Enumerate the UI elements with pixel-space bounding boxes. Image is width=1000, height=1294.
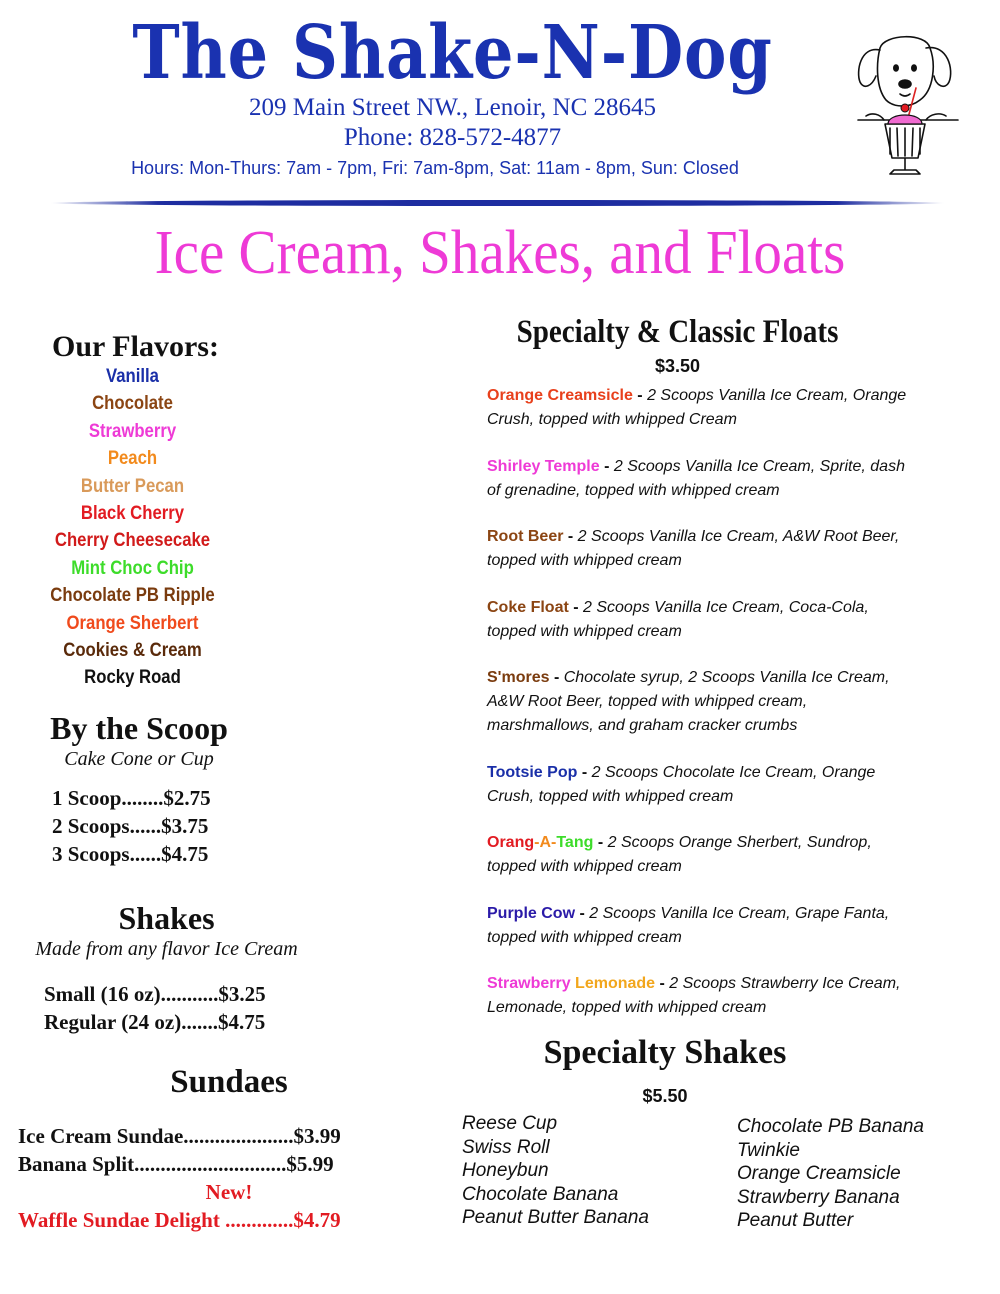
phone: Phone: 828-572-4877 [343,124,562,151]
float-description: Chocolate syrup, 2 Scoops Vanilla Ice Cream, A&W Root Beer, topped with whipped cream, marshmallows, and graham cracker crumbs [487,669,890,734]
float-name: Root Beer [487,528,564,545]
float-item: Purple Cow - 2 Scoops Vanilla Ice Cream, Grape Fanta, topped with whipped cream [487,905,890,946]
sundae-price-item: Ice Cream Sundae.....................$3.99 [18,1124,341,1148]
flavor-item: Cookies & Cream [63,639,202,661]
float-name: S'mores [487,669,550,686]
hours: Hours: Mon-Thurs: 7am - 7pm, Fri: 7am-8pm, Sat: 11am - 8pm, Sun: Closed [131,158,739,178]
float-item: Orange Creamsicle - 2 Scoops Vanilla Ice Cream, Orange Crush, topped with whipped Cream [487,387,907,428]
dog-with-milkshake-icon [850,28,965,183]
float-name: Tootsie Pop [487,764,578,781]
header-rule [50,200,945,206]
scoop-price-list [52,786,211,870]
flavor-item: Chocolate PB Ripple [50,585,215,607]
specialty-shakes-column-1 [462,1113,649,1231]
specialty-shake-item: Orange Creamsicle [737,1163,901,1184]
float-description: 2 Scoops Chocolate Ice Cream, Orange Crush, topped with whipped cream [487,764,876,805]
specialty-shakes-column-2 [737,1116,924,1234]
float-name: Orange Creamsicle [487,387,633,404]
float-description: 2 Scoops Orange Sherbert, Sundrop, topped with whipped cream [487,834,872,875]
float-description: 2 Scoops Vanilla Ice Cream, Orange Crush, topped with whipped Cream [487,387,907,428]
specialty-shake-item: Swiss Roll [462,1136,550,1158]
specialty-shake-item: Honeybun [462,1160,549,1181]
new-label: New! [205,1180,253,1204]
sundae-price-list [18,1124,341,1180]
flavor-item: Rocky Road [84,667,181,689]
float-item: Strawberry Lemonade - 2 Scoops Strawberry Ice Cream, Lemonade, topped with whipped cream [487,975,901,1016]
float-item: Orang-A-Tang - 2 Scoops Orange Sherbert, Sundrop, topped with whipped cream [487,834,872,875]
specialty-shakes-price: $5.50 [642,1086,688,1106]
flavor-list [0,366,265,695]
scoop-price-item: 3 Scoops......$4.75 [52,842,209,866]
specialty-shake-item: Peanut Butter Banana [462,1207,649,1228]
business-name: The Shake-N-Dog [132,10,773,96]
shake-price-list [44,982,266,1038]
flavor-item: Mint Choc Chip [71,557,194,579]
flavor-item: Butter Pecan [80,475,185,497]
specialty-shake-item: Chocolate Banana [462,1183,619,1205]
float-item: Tootsie Pop - 2 Scoops Chocolate Ice Cream, Orange Crush, topped with whipped cream [487,764,876,805]
scoop-price-item: 2 Scoops......$3.75 [52,814,209,838]
float-name: Coke Float [487,599,569,616]
float-description: 2 Scoops Vanilla Ice Cream, Grape Fanta, topped with whipped cream [487,905,890,946]
address: 209 Main Street NW., Lenoir, NC 28645 [248,94,657,121]
shake-price-item: Small (16 oz)...........$3.25 [44,982,266,1006]
float-item: S'mores - Chocolate syrup, 2 Scoops Vanilla Ice Cream, A&W Root Beer, topped with whipped cream, marshmallows, and graham cracker crumbs [487,669,890,734]
flavor-item: Vanilla [106,366,159,387]
shake-price-item: Regular (24 oz).......$4.75 [44,1010,266,1034]
flavor-item: Strawberry [88,420,177,442]
float-description: 2 Scoops Vanilla Ice Cream, A&W Root Beer, topped with whipped cream [487,528,900,569]
float-description: 2 Scoops Strawberry Ice Cream, Lemonade, topped with whipped cream [487,975,901,1016]
flavor-item: Black Cherry [80,502,185,524]
scoop-heading: By the Scoop [50,710,228,746]
flavor-item: Peach [107,448,158,470]
flavors-heading: Our Flavors: [52,330,219,363]
floats-price: $3.50 [654,356,701,376]
floats-heading: Specialty & Classic Floats [516,314,839,350]
page-headline: Ice Cream, Shakes, and Floats [154,219,846,287]
float-name: Purple Cow [487,905,576,922]
float-description: 2 Scoops Vanilla Ice Cream, Coca-Cola, topped with whipped cream [487,599,869,640]
float-name: Strawberry Lemonade [487,975,656,992]
specialty-shake-item: Twinkie [737,1139,800,1161]
float-item: Shirley Temple - 2 Scoops Vanilla Ice Cream, Sprite, dash of grenadine, topped with whipped cream [487,458,905,499]
scoop-subheading: Cake Cone or Cup [64,748,214,770]
float-item: Root Beer - 2 Scoops Vanilla Ice Cream, A&W Root Beer, topped with whipped cream [487,528,900,569]
float-description: 2 Scoops Vanilla Ice Cream, Sprite, dash of grenadine, topped with whipped cream [487,458,905,499]
specialty-shake-item: Reese Cup [462,1113,558,1134]
shakes-heading: Shakes [118,900,215,936]
sundaes-heading: Sundaes [170,1064,288,1100]
sundae-price-item: Banana Split.............................$5.99 [18,1152,334,1176]
flavor-item: Chocolate [92,393,173,415]
flavor-item: Orange Sherbert [66,612,199,634]
specialty-shakes-heading: Specialty Shakes [543,1034,787,1071]
float-name: Shirley Temple [487,458,600,475]
flavor-item: Cherry Cheesecake [54,530,211,552]
specialty-shake-item: Strawberry Banana [737,1186,900,1208]
scoop-price-item: 1 Scoop........$2.75 [52,786,211,810]
specialty-shake-item: Chocolate PB Banana [737,1116,924,1137]
shakes-subheading: Made from any flavor Ice Cream [35,938,298,960]
new-sundae-item: Waffle Sundae Delight .............$4.79 [18,1208,341,1232]
float-item: Coke Float - 2 Scoops Vanilla Ice Cream, Coca-Cola, topped with whipped cream [487,599,869,640]
float-name: Orang-A-Tang [487,834,594,851]
specialty-shake-item: Peanut Butter [737,1210,854,1231]
